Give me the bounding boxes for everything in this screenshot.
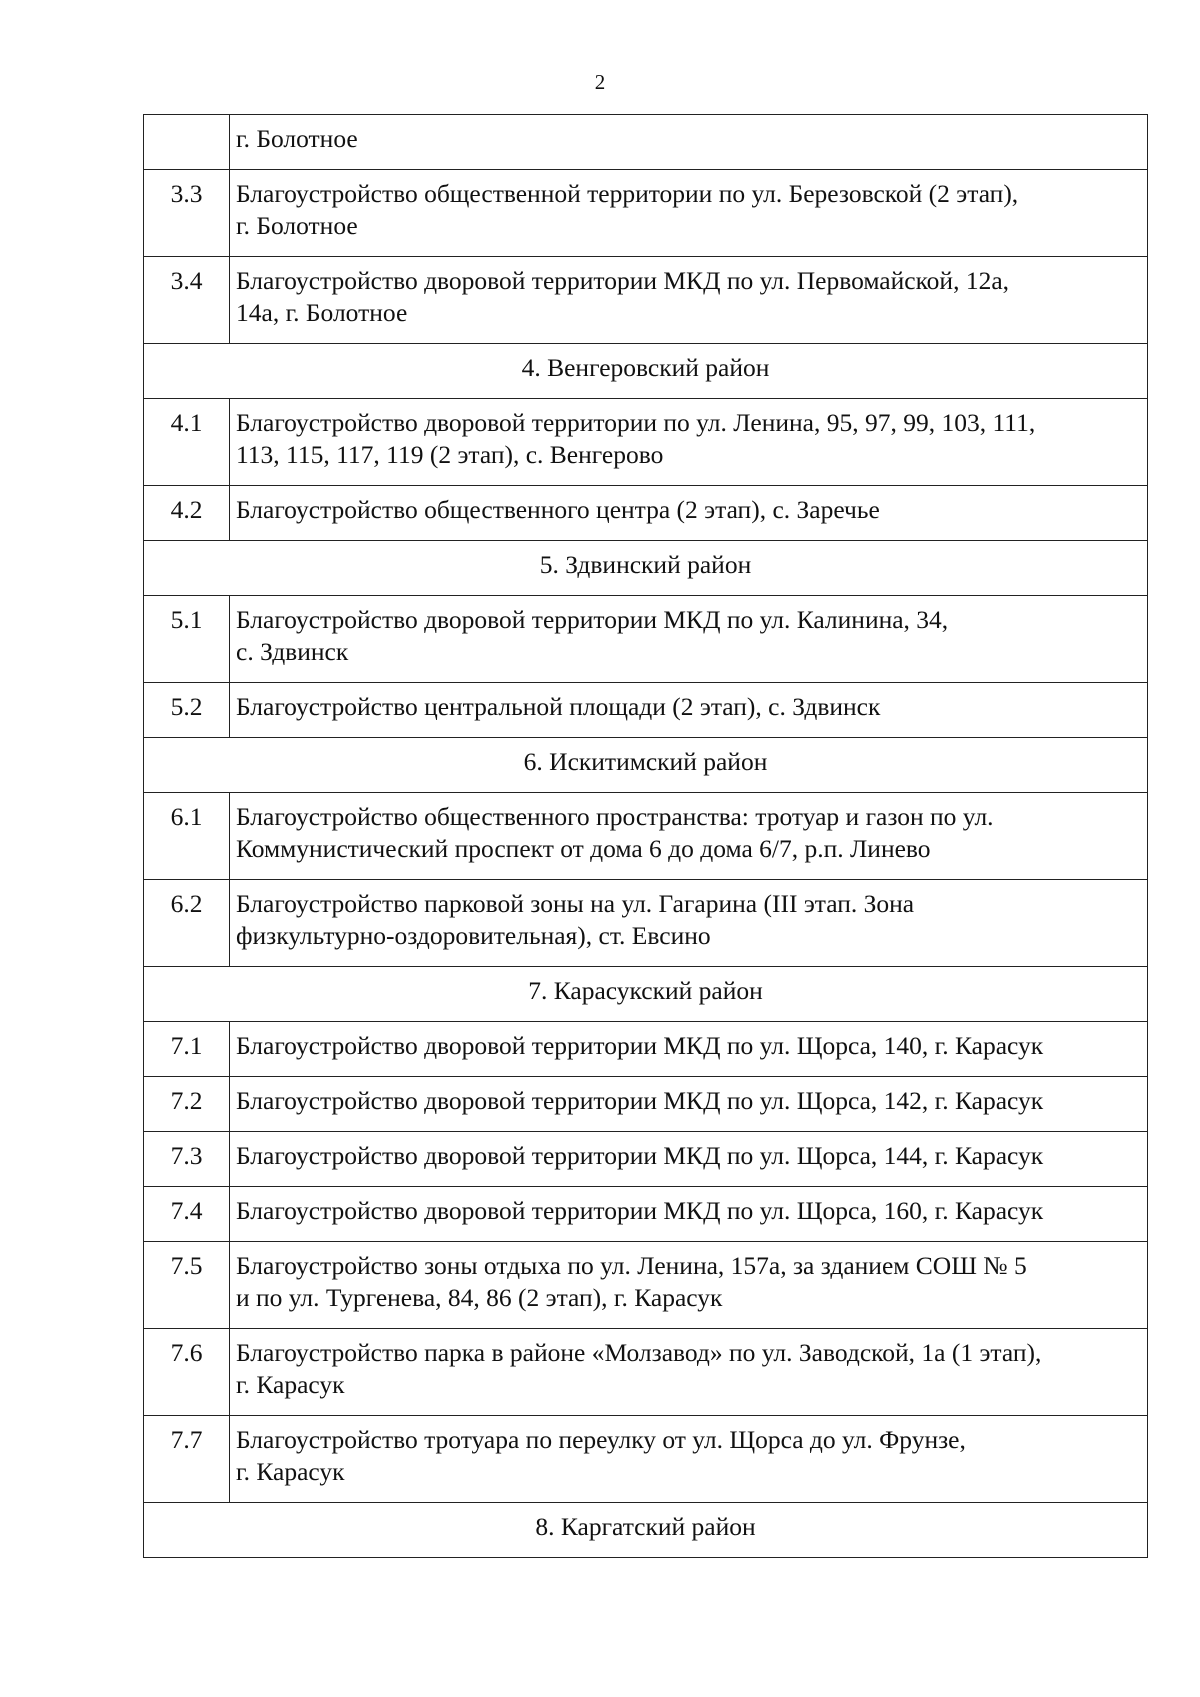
table-row — [144, 170, 1148, 257]
section-row — [144, 738, 1148, 793]
row-number: 5.1 — [144, 596, 230, 683]
row-text: Благоустройство зоны отдыха по ул. Ленина, 157а, за зданием СОШ № 5 и по ул. Тургенева, 84, 86 (2 этап), г. Карасук — [230, 1242, 1148, 1329]
row-number: 5.2 — [144, 683, 230, 738]
row-text: Благоустройство дворовой территории МКД по ул. Первомайской, 12а, 14а, г. Болотное — [230, 257, 1148, 344]
row-number: 3.4 — [144, 257, 230, 344]
table-row — [144, 399, 1148, 486]
row-number: 7.3 — [144, 1132, 230, 1187]
section-row — [144, 344, 1148, 399]
section-heading: 8. Каргатский район — [144, 1503, 1148, 1558]
row-text: Благоустройство дворовой территории МКД по ул. Щорса, 160, г. Карасук — [230, 1187, 1148, 1242]
row-number: 7.2 — [144, 1077, 230, 1132]
row-number: 6.1 — [144, 793, 230, 880]
row-number: 4.1 — [144, 399, 230, 486]
section-row — [144, 967, 1148, 1022]
row-text: г. Болотное — [230, 115, 1148, 170]
row-text: Благоустройство дворовой территории МКД по ул. Щорса, 144, г. Карасук — [230, 1132, 1148, 1187]
table-row — [144, 486, 1148, 541]
table-row — [144, 793, 1148, 880]
table-row — [144, 1077, 1148, 1132]
row-number: 7.4 — [144, 1187, 230, 1242]
row-number: 6.2 — [144, 880, 230, 967]
row-text: Благоустройство парка в районе «Молзавод» по ул. Заводской, 1а (1 этап), г. Карасук — [230, 1329, 1148, 1416]
row-text: Благоустройство общественного пространства: тротуар и газон по ул. Коммунистический проспект от дома 6 до дома 6/7, р.п. Линево — [230, 793, 1148, 880]
row-text: Благоустройство центральной площади (2 этап), с. Здвинск — [230, 683, 1148, 738]
table-row — [144, 596, 1148, 683]
row-text: Благоустройство дворовой территории МКД по ул. Калинина, 34, с. Здвинск — [230, 596, 1148, 683]
row-number: 7.1 — [144, 1022, 230, 1077]
row-number: 7.7 — [144, 1416, 230, 1503]
table-row — [144, 1416, 1148, 1503]
row-text: Благоустройство общественной территории по ул. Березовской (2 этап), г. Болотное — [230, 170, 1148, 257]
table-row — [144, 1329, 1148, 1416]
row-text: Благоустройство дворовой территории МКД по ул. Щорса, 142, г. Карасук — [230, 1077, 1148, 1132]
row-text: Благоустройство дворовой территории МКД по ул. Щорса, 140, г. Карасук — [230, 1022, 1148, 1077]
section-row — [144, 541, 1148, 596]
section-heading: 6. Искитимский район — [144, 738, 1148, 793]
row-number: 4.2 — [144, 486, 230, 541]
row-number — [144, 115, 230, 170]
row-number: 7.5 — [144, 1242, 230, 1329]
page-number: 2 — [594, 70, 606, 94]
section-row — [144, 1503, 1148, 1558]
table-row — [144, 115, 1148, 170]
row-number: 7.6 — [144, 1329, 230, 1416]
section-heading: 7. Карасукский район — [144, 967, 1148, 1022]
table-row — [144, 1022, 1148, 1077]
table-row — [144, 257, 1148, 344]
table-row — [144, 683, 1148, 738]
row-text: Благоустройство дворовой территории по ул. Ленина, 95, 97, 99, 103, 111, 113, 115, 117, 119 (2 этап), с. Венгерово — [230, 399, 1148, 486]
row-text: Благоустройство общественного центра (2 этап), с. Заречье — [230, 486, 1148, 541]
projects-table — [143, 114, 1148, 1558]
table-row — [144, 1187, 1148, 1242]
row-number: 3.3 — [144, 170, 230, 257]
row-text: Благоустройство парковой зоны на ул. Гагарина (III этап. Зона физкультурно-оздоровительная), ст. Евсино — [230, 880, 1148, 967]
table-row — [144, 1132, 1148, 1187]
row-text: Благоустройство тротуара по переулку от ул. Щорса до ул. Фрунзе, г. Карасук — [230, 1416, 1148, 1503]
section-heading: 5. Здвинский район — [144, 541, 1148, 596]
section-heading: 4. Венгеровский район — [144, 344, 1148, 399]
table-row — [144, 880, 1148, 967]
table-row — [144, 1242, 1148, 1329]
